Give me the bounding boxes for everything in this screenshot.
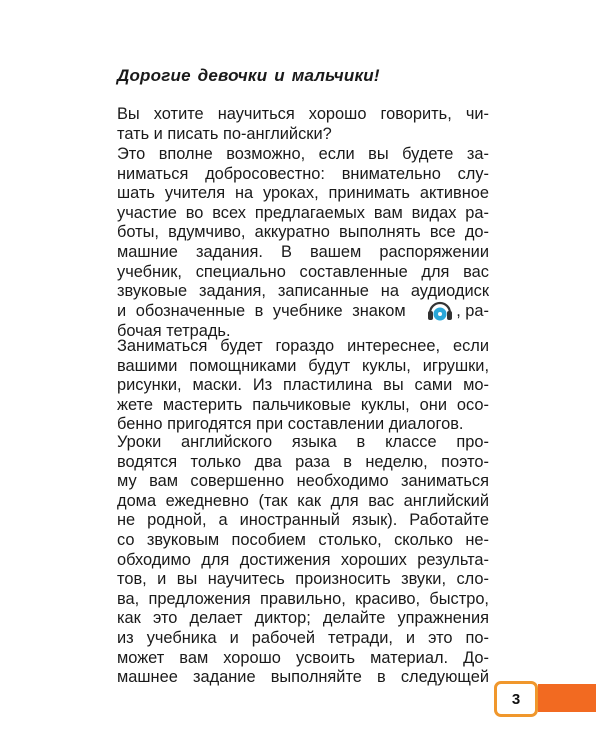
paragraph-2 [117,145,489,341]
text-line: тов, и вы научитесь произносить звуки, сло- [117,570,489,589]
text-line: из учебника и рабочей тетради, и это по- [117,628,489,647]
text-line: бочая тетрадь. [117,321,231,340]
text-line: водятся только два раза в неделю, поэто- [117,452,489,471]
page-corner-tab [538,684,596,712]
page-number-badge [494,681,538,717]
text-line: му вам совершенно необходимо заниматься [117,472,489,491]
paragraph-3 [117,337,489,435]
text-line: Заниматься будет гораздо интереснее, если [117,337,489,355]
text-line: ниматься добросовестно: внимательно слу- [117,164,489,183]
page-title: Дорогие девочки и мальчики! [117,66,380,85]
text-line: бенно пригодятся при составлении диалогов. [117,415,464,434]
text-line: дома ежедневно (так как для вас английский [117,491,489,510]
text-line: Это вполне возможно, если вы будете за- [117,145,489,163]
headphones-disc-icon [426,298,454,322]
text-line: со звуковым пособием столько, сколько не- [117,530,489,549]
text-line-with-icon [117,302,489,322]
paragraph-1 [117,105,489,144]
text-line: боты, вдумчиво, аккуратно выполнять все до- [117,223,489,242]
text-line: машнее задание выполняйте в следующей [117,668,489,687]
text-line: как это делает диктор; делайте упражнения [117,609,489,628]
text-line: тать и писать по-английски? [117,124,332,143]
paragraph-4 [117,433,489,688]
text-fragment: и обозначенные в учебнике знаком [117,301,406,320]
text-line: шать учителя на уроках, принимать активное [117,184,489,203]
text-line: участие во всех предлагаемых вам видах ра- [117,203,489,222]
text-line: жете мастерить пальчиковые куклы, они осо- [117,395,489,414]
text-line: не родной, а иностранный язык). Работайте [117,511,489,530]
text-line: Уроки английского языка в классе про- [117,433,489,451]
text-line: Вы хотите научиться хорошо говорить, чи- [117,105,489,123]
text-line: машние задания. В вашем распоряжении [117,242,489,261]
text-line: вашими помощниками будут куклы, игрушки, [117,356,489,375]
page-number: 3 [511,690,521,708]
text-line: рисунки, маски. Из пластилина вы сами мо- [117,376,489,395]
text-line: обходимо для достижения хороших результа- [117,550,489,569]
text-fragment: , ра- [456,301,489,320]
text-line: может вам хорошо усвоить материал. До- [117,648,489,667]
text-line: учебник, специально составленные для вас [117,262,489,281]
text-line: ва, предложения правильно, красиво, быстро, [117,589,489,608]
text-line: звуковые задания, записанные на аудиодиск [117,282,489,301]
